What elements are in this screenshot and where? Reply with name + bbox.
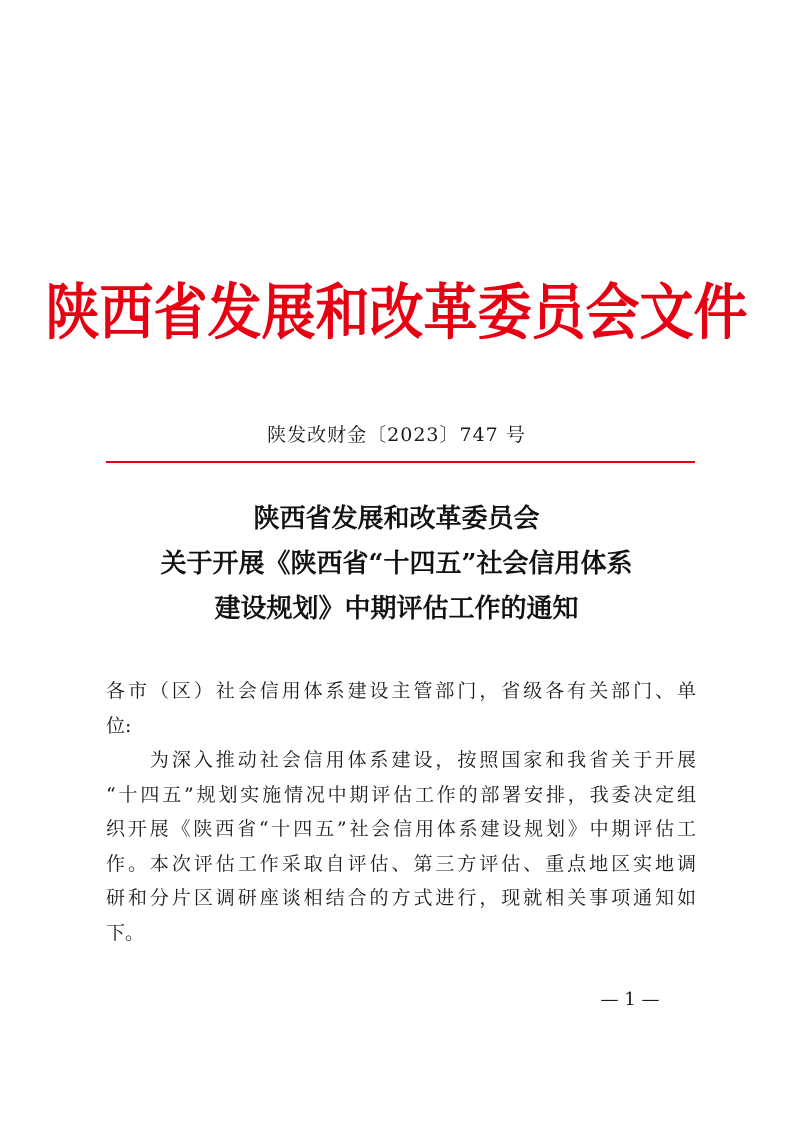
- body-line-3: 织开展《陕西省“十四五”社会信用体系建设规划》中期评估工: [106, 818, 696, 840]
- document-body: [106, 674, 696, 950]
- page-number: — 1 —: [600, 989, 660, 1010]
- addressee-line-1: 各市（区）社会信用体系建设主管部门，省级各有关部门、单: [106, 680, 696, 702]
- document-title: [100, 497, 693, 632]
- title-line-2: 关于开展《陕西省“十四五”社会信用体系: [160, 549, 633, 579]
- title-line-3: 建设规划》中期评估工作的通知: [214, 594, 579, 624]
- document-number: 陕发改财金〔2023〕747 号: [267, 424, 526, 446]
- body-line-6: 下。: [106, 921, 145, 944]
- body-line-1: 为深入推动社会信用体系建设，按照国家和我省关于开展: [106, 749, 696, 771]
- red-divider-line: [106, 461, 695, 463]
- body-paragraph: [106, 743, 696, 950]
- addressee-line-2: 位:: [106, 714, 132, 737]
- body-line-5: 研和分片区调研座谈相结合的方式进行，现就相关事项通知如: [106, 887, 696, 909]
- issuing-authority-header: 陕西省发展和改革委员会文件: [45, 276, 748, 348]
- body-line-4: 作。本次评估工作采取自评估、第三方评估、重点地区实地调: [106, 852, 696, 875]
- title-line-1: 陕西省发展和改革委员会: [253, 504, 540, 534]
- addressee-paragraph: [106, 674, 696, 743]
- body-line-2: “十四五”规划实施情况中期评估工作的部署安排，我委决定组: [106, 783, 696, 806]
